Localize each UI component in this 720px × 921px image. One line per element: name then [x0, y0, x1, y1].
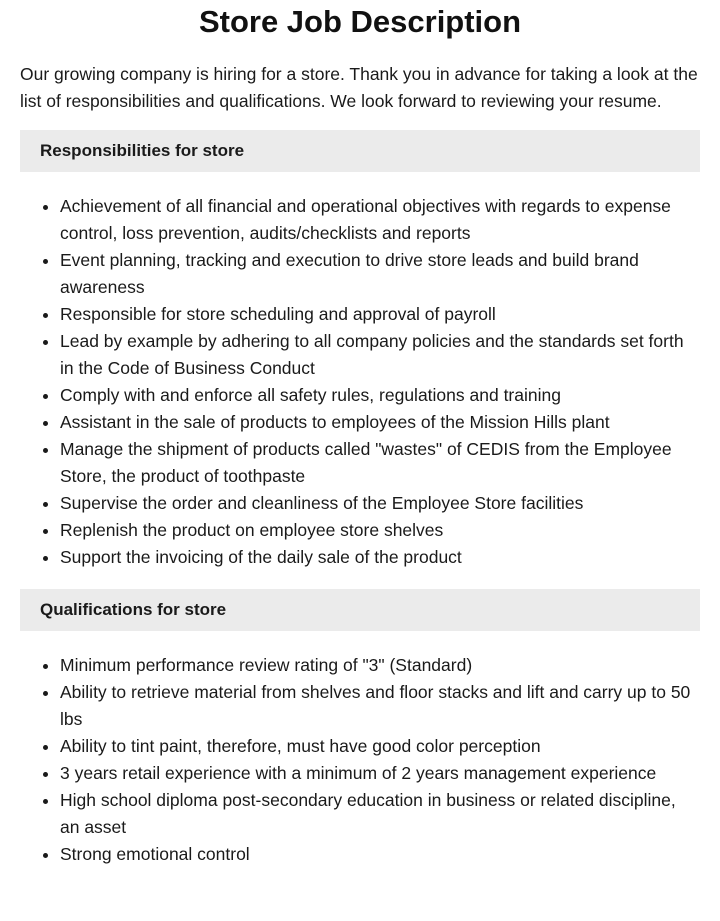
list-item: • Strong emotional control [60, 841, 700, 868]
page-title: Store Job Description [198, 4, 522, 39]
list-item: • 3 years retail experience with a minimum of 2 years management experience [60, 760, 700, 787]
list-item: • Support the invoicing of the daily sale of the product [60, 544, 700, 571]
list-item: • Minimum performance review rating of "3" (Standard) [60, 652, 700, 679]
list-item: • Assistant in the sale of products to employees of the Mission Hills plant [60, 409, 700, 436]
list-item: • Event planning, tracking and execution to drive store leads and build brand awareness [60, 247, 700, 301]
list-item: • High school diploma post-secondary education in business or related discipline, an asset [60, 787, 700, 841]
list-item: • Ability to retrieve material from shelves and floor stacks and lift and carry up to 50 lbs [60, 679, 700, 733]
responsibilities-heading: Responsibilities for store [20, 130, 700, 172]
list-item: • Achievement of all financial and operational objectives with regards to expense control, loss prevention, audits/checklists and reports [60, 193, 700, 247]
list-item: • Lead by example by adhering to all company policies and the standards set forth in the Code of Business Conduct [60, 328, 700, 382]
qualifications-heading: Qualifications for store [20, 589, 700, 631]
list-item: • Ability to tint paint, therefore, must have good color perception [60, 733, 700, 760]
list-item: • Manage the shipment of products called "wastes" of CEDIS from the Employee Store, the product of toothpaste [60, 436, 700, 490]
list-item: • Replenish the product on employee store shelves [60, 517, 700, 544]
qualifications-list [20, 652, 700, 868]
list-item: • Comply with and enforce all safety rules, regulations and training [60, 382, 700, 409]
responsibilities-list [20, 193, 700, 571]
list-item: • Responsible for store scheduling and approval of payroll [60, 301, 700, 328]
intro-paragraph: Our growing company is hiring for a store. Thank you in advance for taking a look at the list of responsibilities and qualifications. We look forward to reviewing your resume. [20, 64, 698, 111]
list-item: • Supervise the order and cleanliness of the Employee Store facilities [60, 490, 700, 517]
